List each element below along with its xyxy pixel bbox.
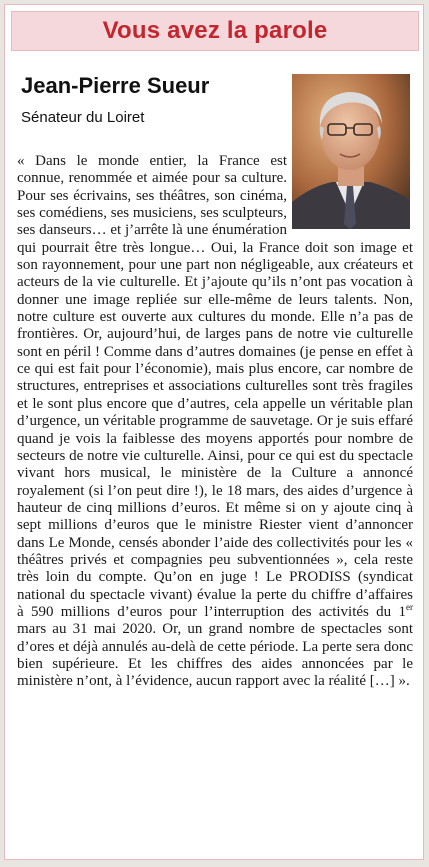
article-text-end: mars au 31 mai 2020. Or, un grand nombre de spectacles sont d’ores et déjà annulés au-delà de cette période. La perte sera donc bien supérieure. Et les chiffres des aides annoncées par le ministère n’ont, à l’évidence, aucun rapport avec la réalité […] ». [17,621,413,690]
photo-float-spacer [287,153,413,235]
author-role: Sénateur du Loiret [21,109,145,126]
section-title: Vous avez la parole [102,17,328,44]
article-text: « Dans le monde entier, la France est connue, renommée et aimée pour sa culture. Pour ses écrivains, ses théâtres, son cinéma, ses comédiens, ses musiciens, ses sculpteurs, ses danseurs… et j’arrête là une énumération qui pourrait être très longue… Oui, la France doit son image et son rayonnement, pour une part non négligeable, aux créateurs et acteurs de la vie culturelle. Et j’ajoute qu’ils n’ont pas vocation à donner une image repliée sur elle-même de leurs talents. Non, notre culture est ouverte aux cultures du monde. Elle n’a pas de frontières. Or, aujourd’hui, de larges pans de notre vie culturelle sont en péril ! Comme dans d’autres domaines (je pense en effet à ce qui est fait pour l’économie), mais plus encore, car nombre de structures, entreprises et associations culturelles sont très fragiles et le sont plus encore que d’autres, cela appelle un véritable plan d’urgence, un véritable programme de sauvetage. Or je suis effaré quand je vois la faiblesse des moyens apportés pour nombre de secteurs de notre vie culturelle. Ainsi, pour ce qui est du spectacle vivant hors musical, le ministère de la Culture a annoncé royalement (si l’on peut dire !), le 18 mars, des aides d’urgence à hauteur de cinq millions d’euros. Et même si on y ajoute cinq à sept millions d’euros que le ministre Riester vient d’annoncer dans Le Monde, censés abonder l’aide des collectivités pour les « théâtres privés et compagnies peu subventionnées », cela reste très loin du compte. Qu’on en juge ! Le PRODISS (syndicat national du spectacle vivant) évalue la perte du chiffre d’affaires à 590 millions d’euros pour l’interruption des activités du 1 [17,153,413,620]
author-name: Jean-Pierre Sueur [21,73,210,98]
opinion-card [4,4,424,860]
article-body [17,153,413,858]
ordinal-superscript: er [406,601,413,612]
section-banner [11,11,419,51]
